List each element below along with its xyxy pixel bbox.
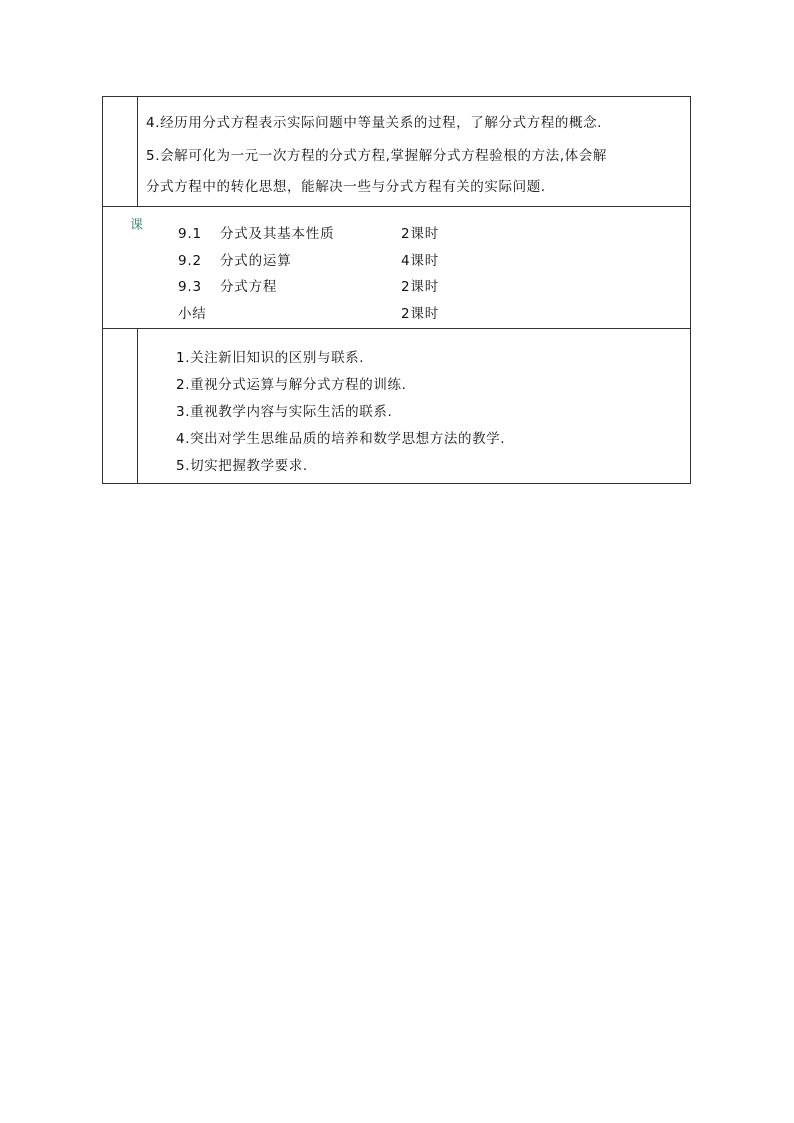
objective-item-5-line-2: 分式方程中的转化思想，能解决一些与分式方程有关的实际问题. — [146, 179, 546, 195]
schedule-item-title: 小结 — [178, 306, 207, 322]
advice-item: 2.重视分式运算与解分式方程的训练. — [176, 377, 407, 393]
objectives-row — [103, 97, 690, 207]
schedule-item-hours: 2课时 — [401, 226, 439, 242]
schedule-item — [178, 249, 292, 269]
schedule-item-number: 9.3 — [178, 279, 202, 295]
schedule-label-cell — [103, 206, 144, 328]
schedule-row-label: 课 — [130, 218, 144, 233]
schedule-item — [178, 222, 334, 242]
schedule-item — [178, 275, 277, 295]
advice-item: 3.重视教学内容与实际生活的联系. — [176, 404, 393, 420]
advice-row — [103, 328, 690, 484]
schedule-item-hours: 2课时 — [401, 306, 439, 322]
schedule-item — [178, 302, 207, 322]
objective-item-5-line-1: 5.会解可化为一元一次方程的分式方程,掌握解分式方程验根的方法,体会解 — [146, 148, 607, 164]
schedule-item-title: 分式方程 — [220, 279, 278, 295]
curriculum-table — [102, 96, 691, 484]
advice-item: 1.关注新旧知识的区别与联系. — [176, 350, 365, 366]
schedule-item-title: 分式的运算 — [220, 253, 292, 269]
schedule-row — [103, 206, 690, 329]
advice-content-cell — [138, 328, 690, 484]
advice-item: 5.切实把握教学要求. — [176, 458, 308, 474]
objective-item-4: 4.经历用分式方程表示实际问题中等量关系的过程，了解分式方程的概念. — [146, 115, 603, 131]
schedule-item-title: 分式及其基本性质 — [220, 226, 335, 242]
objectives-label-cell — [103, 97, 138, 206]
advice-item: 4.突出对学生思维品质的培养和数学思想方法的教学. — [176, 431, 506, 447]
schedule-content-cell — [138, 206, 690, 328]
schedule-item-number: 9.1 — [178, 226, 202, 242]
schedule-item-hours: 2课时 — [401, 279, 439, 295]
schedule-item-hours: 4课时 — [401, 253, 439, 269]
objectives-content-cell — [138, 97, 690, 206]
advice-label-cell — [103, 328, 138, 484]
schedule-item-number: 9.2 — [178, 253, 202, 269]
